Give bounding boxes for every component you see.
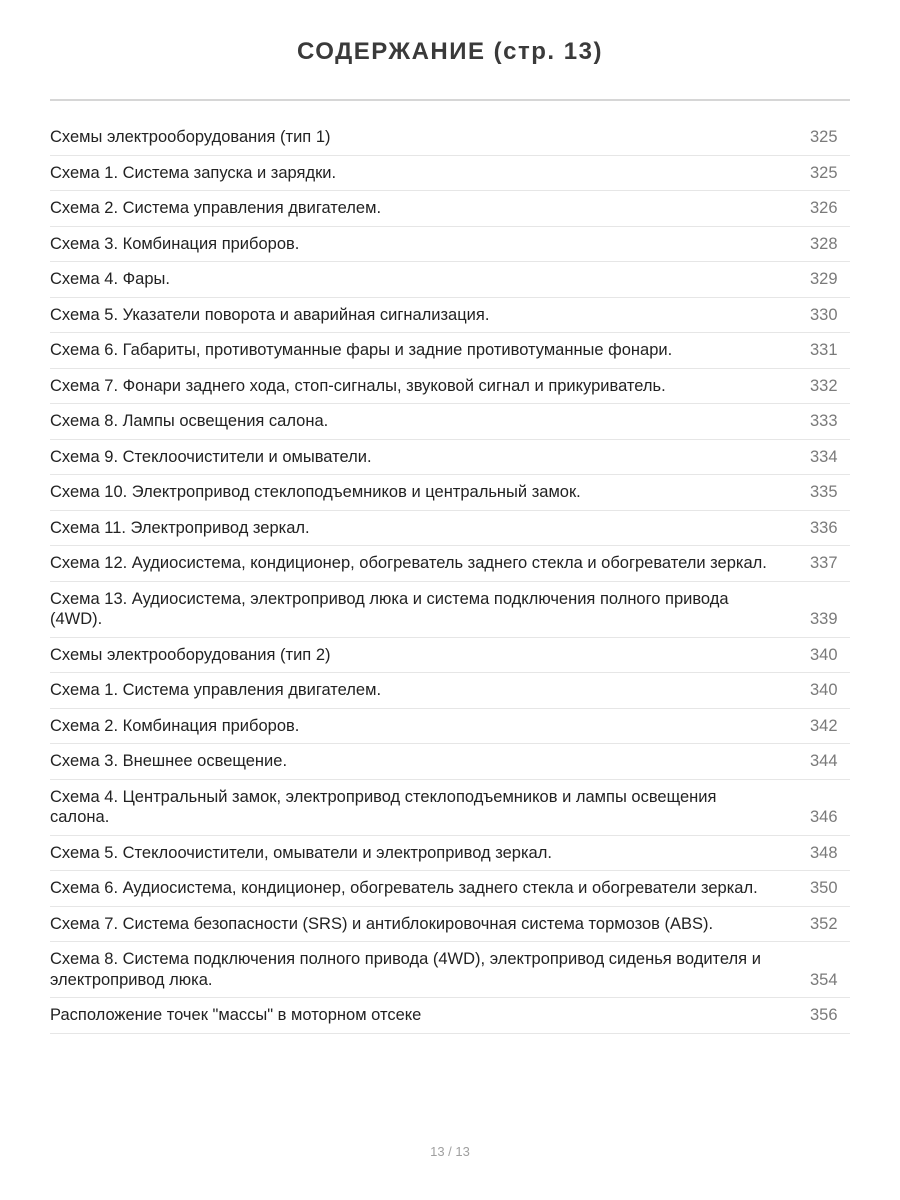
toc-entry-page-number: 325 [810, 128, 838, 146]
toc-entry[interactable] [50, 369, 850, 405]
toc-entry[interactable] [50, 511, 850, 547]
toc-entry-page-number: 326 [810, 199, 838, 217]
toc-entry-page-number: 340 [810, 645, 838, 664]
toc-entry-page-number: 340 [810, 681, 838, 699]
toc-entry-page-number: 342 [810, 716, 838, 735]
toc-entry-page-number: 328 [810, 234, 838, 253]
toc-entry[interactable] [50, 907, 850, 943]
toc-entry[interactable] [50, 709, 850, 745]
toc-entry[interactable] [50, 475, 850, 511]
toc-entry-page-number: 348 [810, 843, 838, 862]
toc-entry-title: Схема 7. Фонари заднего хода, стоп-сигналы, звуковой сигнал и прикуриватель. [50, 376, 666, 395]
toc-entry[interactable] [50, 582, 850, 638]
toc-entry-title: Схема 6. Аудиосистема, кондиционер, обогреватель заднего стекла и обогреватели зеркал. [50, 879, 758, 897]
toc-entry-title: Схема 4. Центральный замок, электропривод стеклоподъемников и лампы освещения салона. [50, 787, 717, 826]
toc-entry[interactable] [50, 673, 850, 709]
toc-entry-page-number: 325 [810, 163, 838, 182]
toc-entry[interactable] [50, 871, 850, 907]
toc-entry[interactable] [50, 942, 850, 998]
toc-entry-title: Схема 9. Стеклоочистители и омыватели. [50, 447, 372, 466]
toc-entry-title: Схема 10. Электропривод стеклоподъемников и центральный замок. [50, 483, 581, 501]
toc-entry-title: Схема 8. Система подключения полного привода (4WD), электропривод сиденья водителя и электропривод люка. [50, 950, 761, 989]
toc-entry-title: Схема 11. Электропривод зеркал. [50, 518, 310, 537]
toc-entry-page-number: 344 [810, 752, 838, 770]
toc-entry[interactable] [50, 156, 850, 192]
toc-entry-page-number: 350 [810, 879, 838, 897]
toc-entry[interactable] [50, 744, 850, 780]
toc-entry-page-number: 337 [810, 554, 838, 572]
toc-entry[interactable] [50, 836, 850, 872]
toc-entry[interactable] [50, 333, 850, 369]
toc-entry-title: Схема 5. Указатели поворота и аварийная сигнализация. [50, 305, 490, 324]
toc-entry-title: Схема 12. Аудиосистема, кондиционер, обогреватель заднего стекла и обогреватели зеркал. [50, 554, 767, 572]
toc-entry-title: Схема 1. Система управления двигателем. [50, 681, 382, 699]
toc-entry[interactable] [50, 120, 850, 156]
toc-entry-page-number: 334 [810, 447, 838, 466]
toc-entry-title: Схема 2. Комбинация приборов. [50, 716, 300, 735]
toc-entry-title: Схемы электрооборудования (тип 1) [50, 128, 331, 146]
toc-entry-title: Схема 6. Габариты, противотуманные фары и задние противотуманные фонари. [50, 341, 673, 359]
page-title: СОДЕРЖАНИЕ (стр. 13) [297, 38, 603, 65]
toc-entry[interactable] [50, 998, 850, 1034]
toc-entry-title: Схема 13. Аудиосистема, электропривод люка и система подключения полного привода (4WD). [50, 589, 729, 628]
toc-entry[interactable] [50, 262, 850, 298]
toc-entry-page-number: 346 [810, 808, 838, 826]
toc-entry[interactable] [50, 440, 850, 476]
toc-entry-page-number: 331 [810, 341, 838, 359]
toc-entry-page-number: 339 [810, 610, 838, 628]
toc-entry-title: Схемы электрооборудования (тип 2) [50, 645, 331, 664]
toc-entry-title: Схема 3. Комбинация приборов. [50, 234, 300, 253]
toc-entry-page-number: 330 [810, 305, 838, 324]
toc-entry[interactable] [50, 404, 850, 440]
toc-entry-page-number: 336 [810, 518, 838, 537]
toc-entry[interactable] [50, 227, 850, 263]
toc-entry-title: Расположение точек "массы" в моторном отсеке [50, 1006, 422, 1024]
toc-entry[interactable] [50, 191, 850, 227]
toc-entry[interactable] [50, 780, 850, 836]
toc-entry-page-number: 356 [810, 1006, 838, 1024]
toc-entry[interactable] [50, 546, 850, 582]
toc-entry-title: Схема 3. Внешнее освещение. [50, 752, 288, 770]
toc-entry-page-number: 354 [810, 970, 838, 989]
title-divider [50, 99, 850, 101]
toc-entry-page-number: 329 [810, 270, 838, 288]
toc-entry[interactable] [50, 298, 850, 334]
toc-entry-title: Схема 1. Система запуска и зарядки. [50, 163, 337, 182]
toc-entry-title: Схема 7. Система безопасности (SRS) и антиблокировочная система тормозов (ABS). [50, 914, 714, 933]
toc-entry-page-number: 333 [810, 412, 838, 430]
page-indicator: 13 / 13 [430, 1144, 470, 1159]
toc-list [50, 120, 850, 1034]
toc-entry-title: Схема 2. Система управления двигателем. [50, 199, 382, 217]
toc-entry[interactable] [50, 638, 850, 674]
toc-entry-page-number: 352 [810, 914, 838, 933]
toc-entry-title: Схема 5. Стеклоочистители, омыватели и электропривод зеркал. [50, 843, 552, 862]
toc-entry-title: Схема 8. Лампы освещения салона. [50, 412, 329, 430]
toc-entry-page-number: 332 [810, 376, 838, 395]
toc-entry-title: Схема 4. Фары. [50, 270, 170, 288]
toc-entry-page-number: 335 [810, 483, 838, 501]
